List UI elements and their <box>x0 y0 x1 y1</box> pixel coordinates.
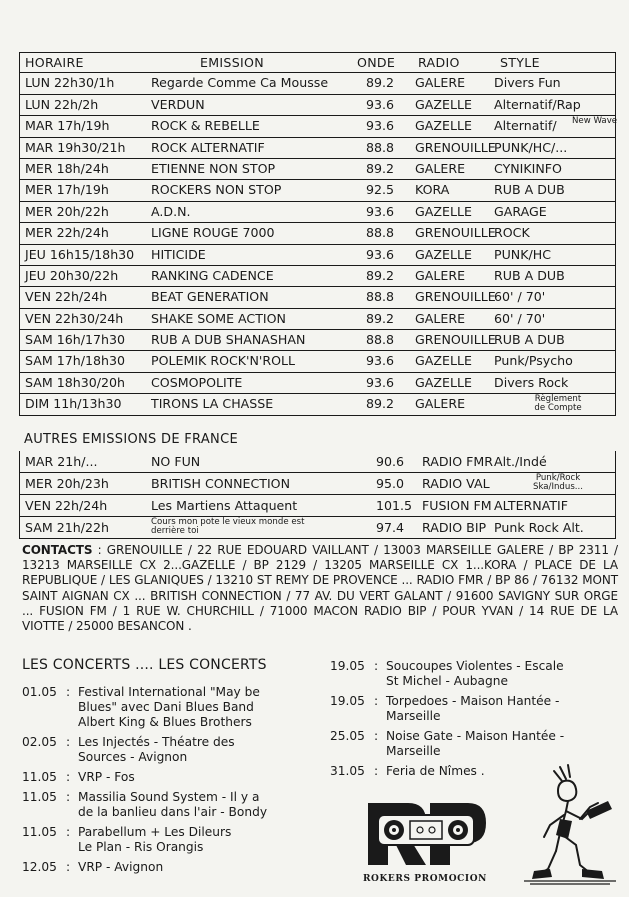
concert-date: 11.05 <box>22 825 57 839</box>
cell-onde: 93.6 <box>366 96 395 112</box>
concert-text: VRP - Avignon <box>78 860 164 874</box>
cell-radio: FUSION FM <box>422 498 492 513</box>
cell-horaire: JEU 20h30/22h <box>25 267 119 283</box>
concert-text: Les Injectés - Théatre des <box>78 735 235 749</box>
contacts-label: CONTACTS <box>22 543 93 557</box>
cell-radio: GAZELLE <box>415 246 472 262</box>
concert-date: 01.05 <box>22 685 57 699</box>
cell-emission: COSMOPOLITE <box>151 374 243 390</box>
cell-onde: 88.8 <box>366 225 395 241</box>
cell-emission: SHAKE SOME ACTION <box>151 310 286 326</box>
cell-style: Divers Rock <box>494 374 569 390</box>
concert-date: 11.05 <box>22 790 57 804</box>
concert-item <box>22 770 322 785</box>
concert-text: VRP - Fos <box>78 770 135 784</box>
cell-radio: GALERE <box>415 310 466 326</box>
concert-item <box>22 825 322 855</box>
cell-emission: RANKING CADENCE <box>151 267 274 283</box>
cell-horaire: MER 20h/22h <box>25 203 109 219</box>
cell-horaire: DIM 11h/13h30 <box>25 396 122 412</box>
cell-onde: 89.2 <box>366 160 395 176</box>
cell-emission: RUB A DUB SHANASHAN <box>151 332 306 348</box>
table-row <box>19 394 616 415</box>
cell-radio: GAZELLE <box>415 203 472 219</box>
concert-date: 12.05 <box>22 860 57 874</box>
cell-horaire: SAM 17h/18h30 <box>25 353 125 369</box>
concert-date: 19.05 <box>330 694 365 708</box>
concert-colon: : <box>66 685 71 699</box>
concert-text: St Michel - Aubagne <box>386 674 508 688</box>
concert-text: Torpedoes - Maison Hantée - <box>386 694 560 708</box>
concerts-list-left <box>22 685 322 880</box>
concert-item <box>330 659 620 689</box>
cell-onde: 89.2 <box>366 75 395 91</box>
concert-colon: : <box>374 764 379 778</box>
cell-onde: 93.6 <box>366 374 395 390</box>
concert-colon: : <box>66 735 71 749</box>
table-row <box>19 159 616 180</box>
header-onde: ONDE <box>357 55 396 70</box>
cell-emission: POLEMIK ROCK'N'ROLL <box>151 353 296 369</box>
table-header-row <box>19 52 616 73</box>
cell-emission: VERDUN <box>151 96 205 112</box>
cell-onde: 89.2 <box>366 396 395 412</box>
concert-text: Marseille <box>386 744 441 758</box>
cell-radio: GAZELLE <box>415 374 472 390</box>
cell-radio: GAZELLE <box>415 118 472 134</box>
table-row <box>19 116 616 137</box>
cell-horaire: MER 22h/24h <box>25 225 109 241</box>
concert-item <box>330 694 620 724</box>
punk-figure-illustration <box>520 763 620 887</box>
cell-style: 60' / 70' <box>494 289 546 305</box>
cell-radio: RADIO BIP <box>422 520 487 535</box>
table-row <box>19 373 616 394</box>
cell-style: PUNK/HC/... <box>494 139 568 155</box>
table-row <box>19 309 616 330</box>
cell-emission: ROCK ALTERNATIF <box>151 139 265 155</box>
cell-onde: 93.6 <box>366 118 395 134</box>
contacts-text: : GRENOUILLE / 22 RUE EDOUARD VAILLANT / 13003 MARSEILLE GALERE / BP 2311 / 13213 MARSEILLE CX 2...GAZELLE / BP 2129 / 13205 MARSEILLE CX 1...KORA / PLACE DE LA REPUBLIQUE / LES GLANIQUES / 13210 ST REMY DE PROVENCE ... RADIO FMR / BP 86 / 76132 MONT SAINT AIGNAN CX ... BRITISH CONNECTION / 77 AV. DU VERT GALANT / 91600 SAVIGNY SUR ORGE ... FUSION FM / 1 RUE W. CHURCHILL / 71000 MACON RADIO BIP / POUR YVAN / 14 RUE DE LA VIOTTE / 25000 BESANCON . <box>22 543 618 634</box>
cell-emission: Regarde Comme Ca Mousse <box>151 75 329 91</box>
concert-text: de la banlieu dans l'air - Bondy <box>78 805 268 819</box>
concert-text: Sources - Avignon <box>78 750 188 764</box>
concert-colon: : <box>374 694 379 708</box>
cell-horaire: MER 20h/23h <box>25 476 109 491</box>
cell-emission: ROCKERS NON STOP <box>151 182 282 198</box>
cell-style: ROCK <box>494 225 530 241</box>
section-title-autres: AUTRES EMISSIONS DE FRANCE <box>24 432 238 447</box>
concert-text: Parabellum + Les Dileurs <box>78 825 232 839</box>
table-row <box>19 245 616 266</box>
contacts-block <box>22 543 618 634</box>
cell-radio: GALERE <box>415 396 466 412</box>
cell-emission: TIRONS LA CHASSE <box>151 396 274 412</box>
cell-onde: 93.6 <box>366 353 395 369</box>
cell-radio: GRENOUILLE <box>415 225 496 241</box>
concert-item <box>22 860 322 875</box>
cell-radio: KORA <box>415 182 450 198</box>
cell-radio: RADIO VAL <box>422 476 490 491</box>
concert-colon: : <box>66 770 71 784</box>
cell-style: Alternatif/Rap <box>494 96 581 112</box>
cell-horaire: LUN 22h30/1h <box>25 75 115 91</box>
header-radio: RADIO <box>418 55 460 70</box>
cell-onde: 88.8 <box>366 332 395 348</box>
cell-onde: 101.5 <box>376 498 413 513</box>
header-horaire: HORAIRE <box>25 55 84 70</box>
cell-radio: GAZELLE <box>415 353 472 369</box>
cell-radio: GALERE <box>415 75 466 91</box>
table-row <box>19 138 616 159</box>
table-row <box>19 495 616 517</box>
cell-emission-small: Cours mon pote le vieux monde est derrière toi <box>151 517 305 536</box>
table-row <box>19 95 616 116</box>
rokers-promocion-logo <box>360 795 490 887</box>
concert-date: 11.05 <box>22 770 57 784</box>
concert-colon: : <box>66 825 71 839</box>
cell-emission: ROCK & REBELLE <box>151 118 260 134</box>
cell-style-small: New Wave <box>572 116 618 127</box>
concert-date: 31.05 <box>330 764 365 778</box>
cell-style: RUB A DUB <box>494 267 565 283</box>
cell-style: Punk Rock Alt. <box>494 520 584 535</box>
cell-style: Alt./Indé <box>494 454 547 469</box>
logo-caption: ROKERS PROMOCION <box>362 874 488 884</box>
table-row <box>19 351 616 372</box>
cell-onde: 93.6 <box>366 203 395 219</box>
cell-onde: 88.8 <box>366 289 395 305</box>
header-emission: EMISSION <box>200 55 264 70</box>
cell-radio: GALERE <box>415 160 466 176</box>
cell-emission: ETIENNE NON STOP <box>151 160 276 176</box>
cell-style: ALTERNATIF <box>494 498 569 513</box>
cell-onde: 95.0 <box>376 476 405 491</box>
cell-horaire: MAR 21h/... <box>25 454 98 469</box>
cell-style: Divers Fun <box>494 75 561 91</box>
concert-colon: : <box>66 790 71 804</box>
cell-onde: 89.2 <box>366 310 395 326</box>
cell-horaire: JEU 16h15/18h30 <box>25 246 135 262</box>
header-style: STYLE <box>500 55 540 70</box>
table-row <box>19 266 616 287</box>
table-row <box>19 451 616 473</box>
cell-style: Punk/Psycho <box>494 353 573 369</box>
concert-text: Albert King & Blues Brothers <box>78 715 252 729</box>
concert-date: 25.05 <box>330 729 365 743</box>
table-row <box>19 223 616 244</box>
concert-item <box>330 729 620 759</box>
cell-radio: GALERE <box>415 267 466 283</box>
cell-style: Alternatif/ <box>494 118 557 134</box>
table-row <box>19 473 616 495</box>
cell-style: CYNIKINFO <box>494 160 562 176</box>
concert-text: Soucoupes Violentes - Escale <box>386 659 564 673</box>
concert-date: 19.05 <box>330 659 365 673</box>
autres-emissions-table <box>19 451 616 539</box>
cell-radio: GRENOUILLE <box>415 332 496 348</box>
cell-style: 60' / 70' <box>494 310 546 326</box>
concert-text: Le Plan - Ris Orangis <box>78 840 204 854</box>
cell-style: RUB A DUB <box>494 332 565 348</box>
cell-horaire: LUN 22h/2h <box>25 96 99 112</box>
cell-style-small: Punk/Rock Ska/Indus... <box>533 473 583 492</box>
cell-horaire: MER 18h/24h <box>25 160 109 176</box>
cell-horaire: SAM 18h30/20h <box>25 374 125 390</box>
concert-item <box>22 735 322 765</box>
concert-item <box>22 790 322 820</box>
cell-horaire: VEN 22h/24h <box>25 289 108 305</box>
concert-text: Marseille <box>386 709 441 723</box>
cell-radio: GRENOUILLE <box>415 289 496 305</box>
cell-style: PUNK/HC <box>494 246 551 262</box>
table-row <box>19 517 616 539</box>
cell-horaire: VEN 22h/24h <box>25 498 108 513</box>
cell-emission: A.D.N. <box>151 203 191 219</box>
cell-emission: BEAT GENERATION <box>151 289 269 305</box>
cell-radio: GAZELLE <box>415 96 472 112</box>
cell-style-small: Règlement de Compte <box>534 394 582 414</box>
table-row <box>19 73 616 94</box>
concert-colon: : <box>374 729 379 743</box>
cell-onde: 88.8 <box>366 139 395 155</box>
cell-radio: GRENOUILLE <box>415 139 496 155</box>
cell-radio: RADIO FMR <box>422 454 494 469</box>
cell-horaire: MAR 17h/19h <box>25 118 110 134</box>
cell-horaire: MAR 19h30/21h <box>25 139 126 155</box>
cell-onde: 92.5 <box>366 182 395 198</box>
cell-onde: 93.6 <box>366 246 395 262</box>
concert-date: 02.05 <box>22 735 57 749</box>
concert-text: Festival International "May be <box>78 685 260 699</box>
table-row <box>19 202 616 223</box>
cell-onde: 90.6 <box>376 454 405 469</box>
cell-emission: NO FUN <box>151 454 201 469</box>
table-row <box>19 330 616 351</box>
concert-text: Massilia Sound System - Il y a <box>78 790 260 804</box>
concerts-title: LES CONCERTS .... LES CONCERTS <box>22 657 267 673</box>
cell-emission: LIGNE ROUGE 7000 <box>151 225 275 241</box>
cell-horaire: MER 17h/19h <box>25 182 109 198</box>
concert-text: Blues" avec Dani Blues Band <box>78 700 254 714</box>
radio-schedule-table <box>19 52 616 416</box>
cell-emission: BRITISH CONNECTION <box>151 476 291 491</box>
concert-text: Noise Gate - Maison Hantée - <box>386 729 565 743</box>
cell-horaire: SAM 16h/17h30 <box>25 332 125 348</box>
cell-onde: 89.2 <box>366 267 395 283</box>
concert-colon: : <box>374 659 379 673</box>
table-row <box>19 180 616 201</box>
cell-style: RUB A DUB <box>494 182 565 198</box>
concert-colon: : <box>66 860 71 874</box>
concert-text: Feria de Nîmes . <box>386 764 485 778</box>
cell-style: GARAGE <box>494 203 547 219</box>
cell-horaire: VEN 22h30/24h <box>25 310 124 326</box>
cell-onde: 97.4 <box>376 520 405 535</box>
cell-emission: HITICIDE <box>151 246 206 262</box>
cell-emission: Les Martiens Attaquent <box>151 498 298 513</box>
cell-horaire: SAM 21h/22h <box>25 520 109 535</box>
concert-item <box>22 685 322 730</box>
table-row <box>19 287 616 308</box>
